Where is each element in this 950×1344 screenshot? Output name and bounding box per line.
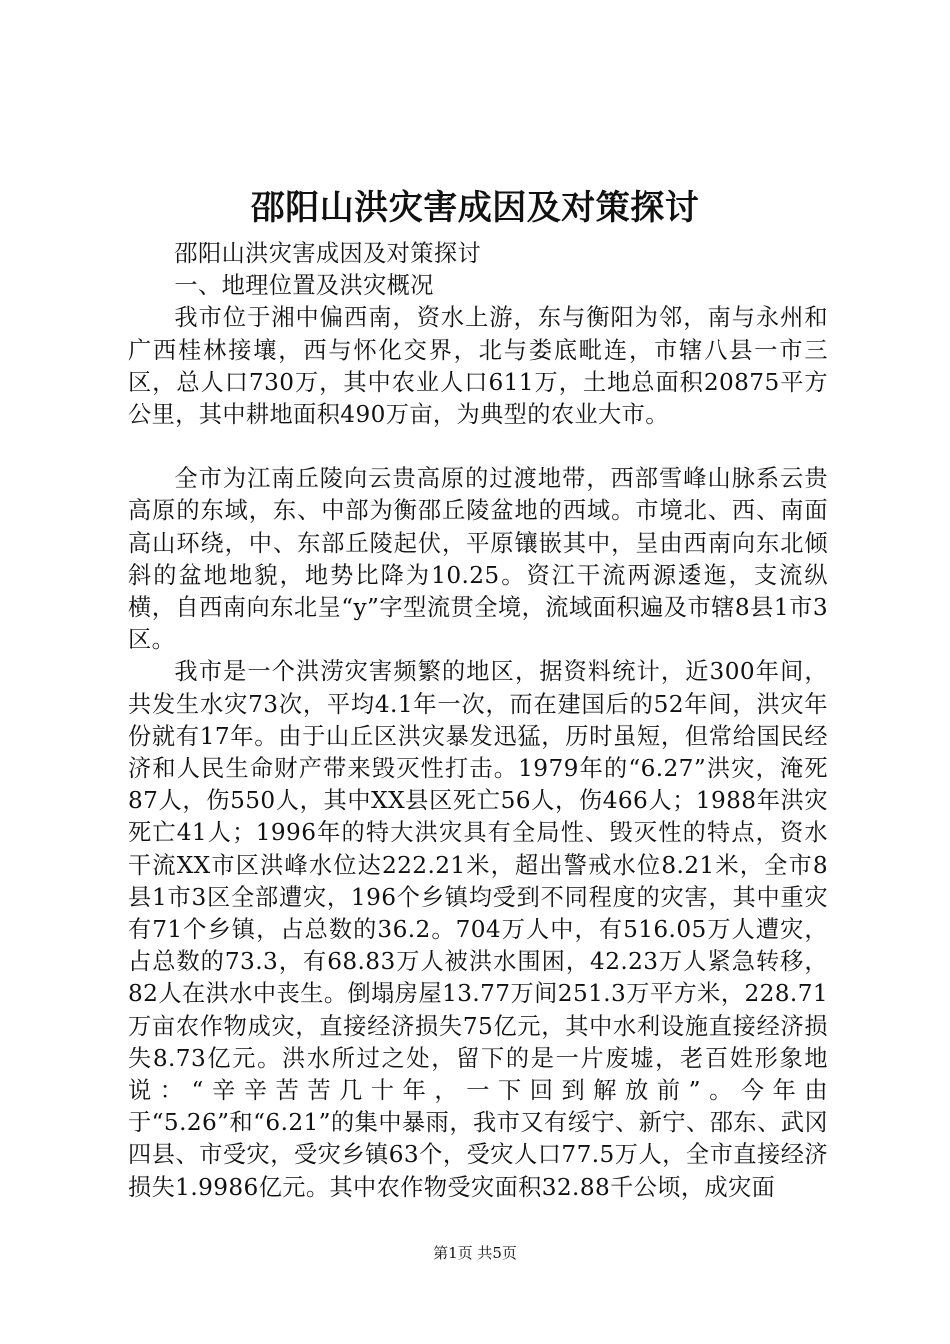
- document-body: [128, 238, 828, 1204]
- section-heading: 一、地理位置及洪灾概况: [174, 272, 434, 300]
- paragraph-subtitle: 邵阳山洪灾害成因及对策探讨: [174, 240, 482, 267]
- paragraph-location: 我市位于湘中偏西南，资水上游，东与衡阳为邻，南与永州和广西桂林接壤，西与怀化交界，北与娄底毗连，市辖八县一市三区，总人口730万，其中农业人口611万，土地总面积20875平方公里，其中耕地面积490万亩，为典型的农业大市。: [128, 304, 828, 429]
- paragraph-flood-history: 我市是一个洪涝灾害频繁的地区，据资料统计，近300年间，共发生水灾73次，平均4.1年一次，而在建国后的52年间，洪灾年份就有17年。由于山丘区洪灾暴发迅猛，历时虽短，但常给国民经济和人民生命财产带来毁灭性打击。1979年的“6.27”洪灾，淹死87人，伤550人，其中XX县区死亡56人，伤466人；1988年洪灾死亡41人；1996年的特大洪灾具有全局性、毁灭性的特点，资水干流XX市区洪峰水位达222.21米，超出警戒水位8.21米，全市8县1市3区全部遭灾，196个乡镇均受到不同程度的灾害，其中重灾有71个乡镇，占总数的36.2。704万人中，有516.05万人遭灾，占总数的73.3，有68.83万人被洪水围困，42.23万人紧急转移，82人在洪水中丧生。倒塌房屋13.77万间251.3万平方米，228.71万亩农作物成灾，直接经济损失75亿元，其中水利设施直接经济损失8.73亿元。洪水所过之处，留下的是一片废墟，老百姓形象地说：“辛辛苦苦几十年，一下回到解放前”。今年由于“5.26”和“6.21”的集中暴雨，我市又有绥宁、新宁、邵东、武冈四县、市受灾，受灾乡镇63个，受灾人口77.5万人，全市直接经济损失1.9986亿元。其中农作物受灾面积32.88千公顷，成灾面: [128, 658, 828, 1201]
- page-footer: 第1页 共5页: [433, 1244, 517, 1262]
- paragraph-terrain: 全市为江南丘陵向云贵高原的过渡地带，西部雪峰山脉系云贵高原的东域，东、中部为衡邵丘陵盆地的西域。市境北、西、南面高山环绕，中、东部丘陵起伏，平原镶嵌其中，呈由西南向东北倾斜的盆地地貌，地势比降为10.25。资江干流两源逶迤，支流纵横，自西南向东北呈“y”字型流贯全境，流域面积遍及市辖8县1市3区。: [128, 465, 828, 654]
- document-title: 邵阳山洪灾害成因及对策探讨: [250, 188, 700, 228]
